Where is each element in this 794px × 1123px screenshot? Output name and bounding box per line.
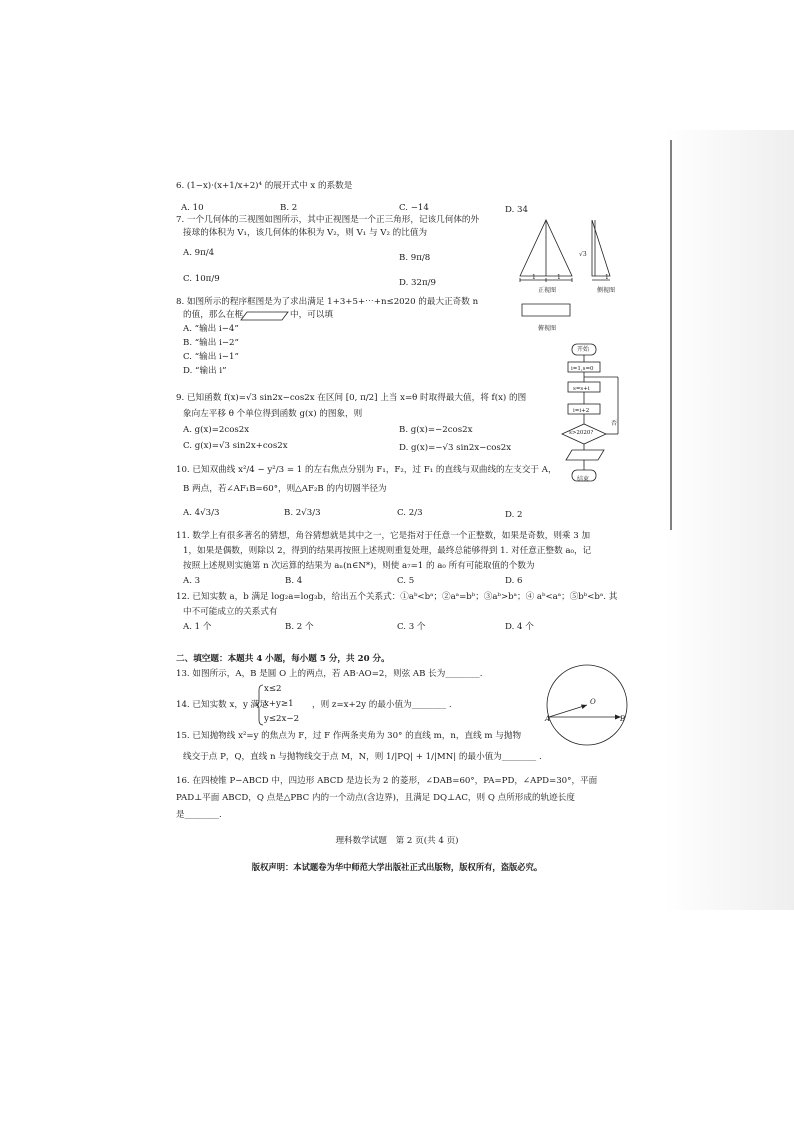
q6-option-c: C. −14 [399,203,429,213]
q15-line1: 15. 已知抛物线 x²=y 的焦点为 F，过 F 作两条夹角为 30° 的直线 m，n，直线 m 与抛物 [176,731,522,741]
q10-line2: B 两点，若∠AF₁B=60°，则△AF₂B 的内切圆半径为 [183,484,387,494]
q12-line1: 12. 已知实数 a，b 满足 log₂a=log₃b，给出五个关系式：①aᵇ<bᵃ；②aᵃ=bᵇ；③aᵇ>bᵃ；④ aᵇ<aᵃ；⑤bᵇ<bᵃ. 其 [176,592,618,602]
q16-line3: 是________. [176,810,222,820]
q14-brace [256,684,264,726]
q14-constraint-3: y≤2x−2 [264,714,300,724]
q7-option-a: A. 9π/4 [183,248,215,258]
q14-start: 14. 已知实数 x，y 满足 [176,700,268,710]
flow-init-label: i=1,s=0 [571,366,594,372]
q9-line2: 象向左平移 θ 个单位得到函数 g(x) 的图象，则 [183,409,363,419]
circle-label-b: B [620,715,626,723]
q8-line1: 8. 如图所示的程序框图是为了求出满足 1+3+5+⋯+n≤2020 的最大正奇数 n [176,297,479,307]
q12-line2: 中不可能成立的关系式有 [183,607,278,617]
front-view-dim-left: 1 [532,274,536,281]
flow-i-label: i=i+2 [573,408,590,414]
q13-text: 13. 如图所示，A，B 是圆 O 上的两点，若 AB·AO=2，则弦 AB 长为________. [176,669,483,679]
side-view-triangle [592,220,610,280]
q11-option-c: C. 5 [397,576,415,586]
q12-option-b: B. 2 个 [285,622,314,632]
side-view-label: 侧视图 [597,287,616,294]
q8-option-a: A. “输出 i−4” [183,324,239,334]
q8-line2-end: 中，可以填 [290,310,333,320]
front-view-triangle [520,220,572,282]
q10-line1: 10. 已知双曲线 x²/4 − y²/3 = 1 的左右焦点分别为 F₁，F₂，过 F₁ 的直线与双曲线的左支交于 A， [176,465,557,475]
q11-line2: 1，如果是偶数，则除以 2，得到的结果再按照上述规则重复处理，最终总能够得到 1. 对任意正整数 a₀，记 [183,546,592,556]
q7-option-d: D. 32π/9 [399,278,436,288]
q6-option-b: B. 2 [280,203,298,213]
q10-option-a: A. 4√3/3 [183,508,220,518]
q9-option-d: D. g(x)=−√3 sin2x−cos2x [399,443,512,453]
flow-start-label: 开始 [577,346,590,353]
q10-option-d: D. 2 [505,510,523,520]
q11-option-a: A. 3 [183,576,201,586]
q7-option-c: C. 10π/9 [183,274,220,284]
q14-constraint-1: x≤2 [264,684,282,694]
q8-line2-start: 的值，那么在框 [183,310,244,320]
q8-option-c: C. “输出 i−1” [183,352,239,362]
q10-option-c: C. 2/3 [397,508,423,518]
q16-line2: PAD⊥平面 ABCD，Q 点是△PBC 内的一个动点(含边界)，且满足 DQ⊥AC，则 Q 点所形成的轨迹长度 [176,793,575,803]
q16-line1: 16. 在四棱锥 P−ABCD 中，四边形 ABCD 是边长为 2 的菱形，∠DAB=60°，PA=PD，∠APD=30°，平面 [176,776,598,786]
q14-end: ，则 z=x+2y 的最小值为________ . [312,700,452,710]
circle-figure [545,663,635,763]
section2-heading: 二、填空题：本题共 4 小题，每小题 5 分，共 20 分。 [176,654,390,664]
vector-ao [549,705,587,717]
q12-option-a: A. 1 个 [183,622,212,632]
q8-option-d: D. “输出 i” [183,366,227,376]
flow-output-parallelogram [566,450,604,460]
q11-option-b: B. 4 [285,576,303,586]
q6-option-d: D. 34 [505,205,528,215]
q8-option-b: B. “输出 i−2” [183,338,239,348]
q14-constraint-2: x+y≥1 [264,699,294,709]
q6-stem: 6. (1−x)·(x+1/x+2)⁴ 的展开式中 x 的系数是 [176,181,353,191]
q7-line1: 7. 一个几何体的三视图如图所示，其中正视图是一个正三角形，记该几何体的外 [176,215,480,225]
q11-line3: 按照上述规则实施第 n 次运算的结果为 aₙ(n∈N*)，则使 a₇=1 的 a₀ 所有可能取值的个数为 [183,561,535,571]
flow-no-label: 否 [611,420,618,427]
top-view-triangle [522,304,570,316]
q8-blank-parallelogram [241,311,289,321]
front-view-dim-right: 1 [557,274,561,281]
q7-line2: 接球的体积为 V₁，该几何体的体积为 V₂，则 V₁ 与 V₂ 的比值为 [183,228,428,238]
page-footer: 理科数学试题 第 2 页(共 4 页) [335,836,459,846]
flow-end-label: 结束 [577,476,590,483]
q9-line1: 9. 已知函数 f(x)=√3 sin2x−cos2x 在区间 [0, π/2] 上当 x=θ 时取得最大值，将 f(x) 的图 [176,393,527,403]
circle-label-o: O [590,698,596,706]
q7-option-b: B. 9π/8 [399,253,431,263]
q11-option-d: D. 6 [505,576,523,586]
front-view-label: 正视图 [538,287,557,294]
q6-option-a: A. 10 [181,203,204,213]
q9-option-b: B. g(x)=−2cos2x [399,425,473,435]
q9-option-c: C. g(x)=√3 sin2x+cos2x [183,441,288,451]
circle-label-a: A [545,715,551,723]
q12-option-c: C. 3 个 [397,622,426,632]
q12-option-d: D. 4 个 [505,622,534,632]
q11-line1: 11. 数学上有很多著名的猜想，角谷猜想就是其中之一，它是指对于任意一个正整数，如果是奇数，则乘 3 加 [176,531,591,541]
side-view-dim-width: 1 [605,274,609,281]
copyright-notice: 版权声明：本试题卷为华中师范大学出版社正式出版物，版权所有，盗版必究。 [251,862,543,872]
q10-option-b: B. 2√3/3 [284,508,321,518]
q9-option-a: A. g(x)=2cos2x [183,425,250,435]
flow-s-label: s=s+i [573,386,590,392]
flow-cond-label: s>2020? [569,430,594,436]
side-view-dim-height: √3 [579,251,587,258]
top-view-label: 俯视图 [538,325,557,332]
q15-line2: 线交于点 P，Q，直线 n 与抛物线交于点 M，N，则 1/|PQ| + 1/|MN| 的最小值为________ . [183,752,542,762]
